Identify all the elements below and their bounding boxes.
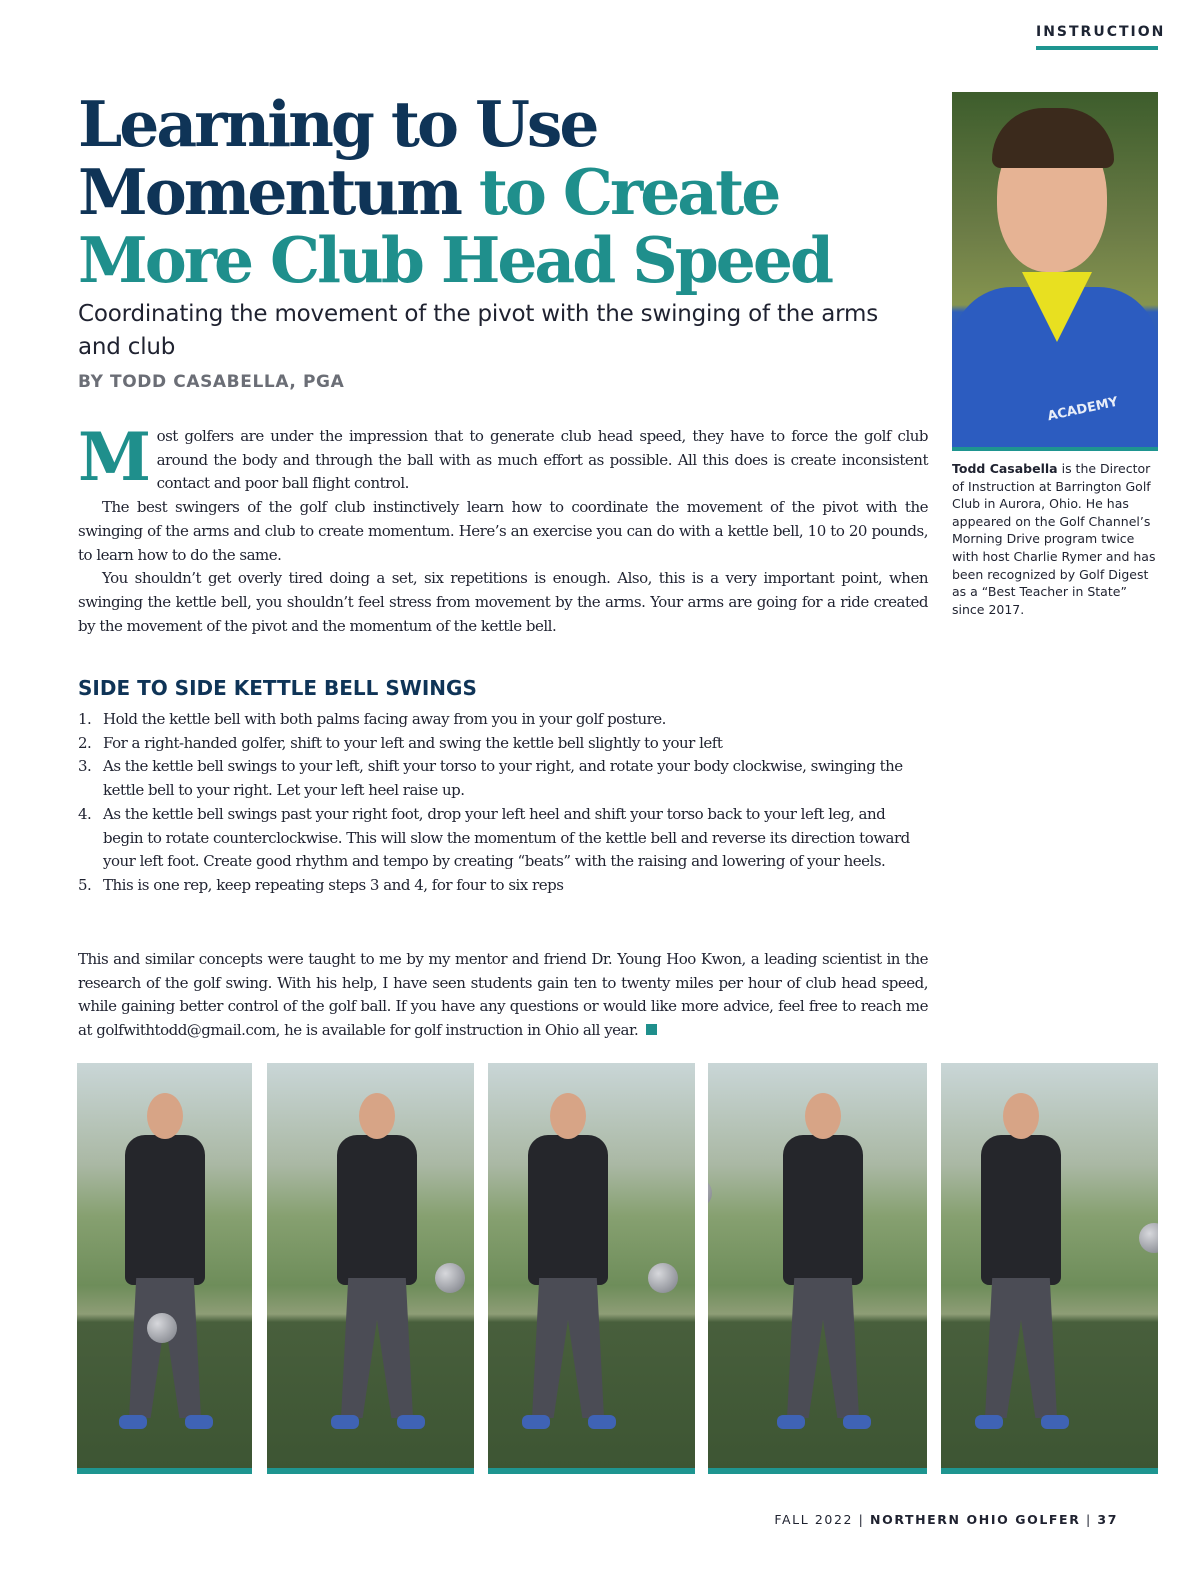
step-item — [78, 874, 928, 898]
magazine-name: NORTHERN OHIO GOLFER — [870, 1512, 1081, 1527]
golfer-legs — [341, 1278, 413, 1418]
byline: BY TODD CASABELLA, PGA — [78, 372, 345, 392]
end-mark-icon — [646, 1024, 657, 1035]
golfer-legs — [787, 1278, 859, 1418]
golfer-shoe — [185, 1415, 213, 1429]
step-text: As the kettle bell swings to your left, shift your torso to your right, and rotate your body clockwise, swinging the kettle bell to your right. Let your left heel raise up. — [103, 757, 903, 800]
kettle-bell — [435, 1263, 465, 1293]
golfer-head — [359, 1093, 395, 1139]
step-number: 4. — [78, 804, 92, 823]
step-item — [78, 803, 928, 874]
swing-photo-3 — [488, 1063, 695, 1474]
swing-photo-1 — [77, 1063, 252, 1474]
golfer-torso — [981, 1135, 1061, 1285]
golfer-legs — [532, 1278, 604, 1418]
academy-logo: ACADEMY — [1046, 394, 1120, 425]
author-photo — [952, 92, 1158, 451]
golfer-figure — [317, 1093, 437, 1433]
golfer-torso — [337, 1135, 417, 1285]
step-number: 2. — [78, 733, 92, 752]
golfer-legs — [985, 1278, 1057, 1418]
intro-paragraph-3: You shouldn’t get overly tired doing a set, six repetitions is enough. Also, this is a very important point, when swinging the kettle bell, you shouldn’t feel stress from movement by the arms. Your arms are going for a ride created by the movement of the pivot and the momentum of the kettle bell. — [78, 569, 928, 635]
golfer-shoe — [1041, 1415, 1069, 1429]
drop-cap: M — [78, 418, 151, 496]
page-footer — [774, 1512, 1118, 1527]
golfer-figure — [508, 1093, 628, 1433]
swing-photo-2 — [267, 1063, 474, 1474]
steps-heading: SIDE TO SIDE KETTLE BELL SWINGS — [78, 676, 477, 700]
article-title — [78, 87, 938, 297]
title-part-3: to Create — [478, 155, 779, 229]
golfer-figure — [105, 1093, 225, 1433]
author-bio — [952, 460, 1158, 618]
section-label: INSTRUCTION — [1036, 24, 1158, 50]
author-bio-text: is the Director of Instruction at Barrington Golf Club in Aurora, Ohio. He has appeared on the Golf Channel’s Morning Drive program twice with host Charlie Rymer and has been recognized by Golf Digest as a “Best Teacher in State” since 2017. — [952, 461, 1156, 617]
golfer-shoe — [397, 1415, 425, 1429]
page-number: 37 — [1097, 1512, 1118, 1527]
golfer-shoe — [119, 1415, 147, 1429]
golfer-shoe — [331, 1415, 359, 1429]
article-subtitle: Coordinating the movement of the pivot with the swinging of the arms and club — [78, 301, 878, 360]
golfer-shoe — [588, 1415, 616, 1429]
footer-separator: | — [1086, 1512, 1092, 1527]
steps-list — [78, 708, 928, 898]
golfer-torso — [125, 1135, 205, 1285]
kettle-bell — [648, 1263, 678, 1293]
step-text: This is one rep, keep repeating steps 3 and 4, for four to six reps — [103, 875, 564, 894]
golfer-head — [550, 1093, 586, 1139]
issue-date: FALL 2022 — [774, 1512, 854, 1527]
title-part-4: More Club Head Speed — [78, 223, 832, 297]
golfer-shoe — [975, 1415, 1003, 1429]
intro-paragraph-2: The best swingers of the golf club instinctively learn how to coordinate the movement of the pivot with the swinging of the arms and club to create momentum. Here’s an exercise you can do with a kettle bell, 10 to 20 pounds, to learn how to do the same. — [78, 498, 928, 564]
golfer-legs — [129, 1278, 201, 1418]
kettle-bell — [1139, 1223, 1158, 1253]
step-text: Hold the kettle bell with both palms facing away from you in your golf posture. — [103, 710, 666, 728]
kettle-bell — [147, 1313, 177, 1343]
closing-paragraph-text: This and similar concepts were taught to me by my mentor and friend Dr. Young Hoo Kwon, a leading scientist in the research of the golf swing. With his help, I have seen students gain ten to twenty miles per hour of club head speed, while gaining better control of the golf ball. If you have any questions or would like more advice, feel free to reach me at golfwithtodd@gmail.com, he is available for golf instruction in Ohio all year. — [78, 950, 928, 1040]
author-hair — [992, 108, 1114, 168]
step-item — [78, 732, 928, 756]
golfer-torso — [783, 1135, 863, 1285]
author-name: Todd Casabella — [952, 461, 1058, 476]
golfer-head — [147, 1093, 183, 1139]
step-number: 5. — [78, 875, 92, 894]
footer-separator: | — [858, 1512, 865, 1527]
closing-paragraph — [78, 948, 928, 1043]
golfer-shoe — [777, 1415, 805, 1429]
golfer-head — [1003, 1093, 1039, 1139]
title-part-2: Momentum — [78, 155, 460, 229]
swing-photo-4 — [708, 1063, 927, 1474]
golfer-torso — [528, 1135, 608, 1285]
swing-photo-5 — [941, 1063, 1158, 1474]
step-text: As the kettle bell swings past your right foot, drop your left heel and shift your torso back to your left leg, and begin to rotate counterclockwise. This will slow the momentum of the kettle bell and reverse its direction toward your left foot. Create good rhythm and tempo by creating “beats” with the raising and lowering of your heels. — [103, 804, 910, 871]
step-item — [78, 708, 928, 732]
golfer-figure — [763, 1093, 883, 1433]
step-number: 1. — [78, 710, 92, 728]
golfer-shoe — [843, 1415, 871, 1429]
step-item — [78, 755, 928, 802]
step-text: For a right-handed golfer, shift to your left and swing the kettle bell slightly to your left — [103, 733, 723, 752]
intro-paragraph-1-text: ost golfers are under the impression that to generate club head speed, they have to force the golf club around the body and through the ball with as much effort as possible. All this does is create inconsistent contact and poor ball flight control. — [156, 427, 928, 493]
intro-paragraph-1 — [78, 418, 928, 496]
golfer-shoe — [522, 1415, 550, 1429]
intro-text — [78, 418, 928, 638]
golfer-figure — [961, 1093, 1081, 1433]
step-number: 3. — [78, 757, 92, 776]
kettle-bell — [708, 1178, 712, 1208]
golfer-head — [805, 1093, 841, 1139]
closing-text — [78, 948, 928, 1043]
title-part-1: Learning to Use — [78, 87, 597, 161]
